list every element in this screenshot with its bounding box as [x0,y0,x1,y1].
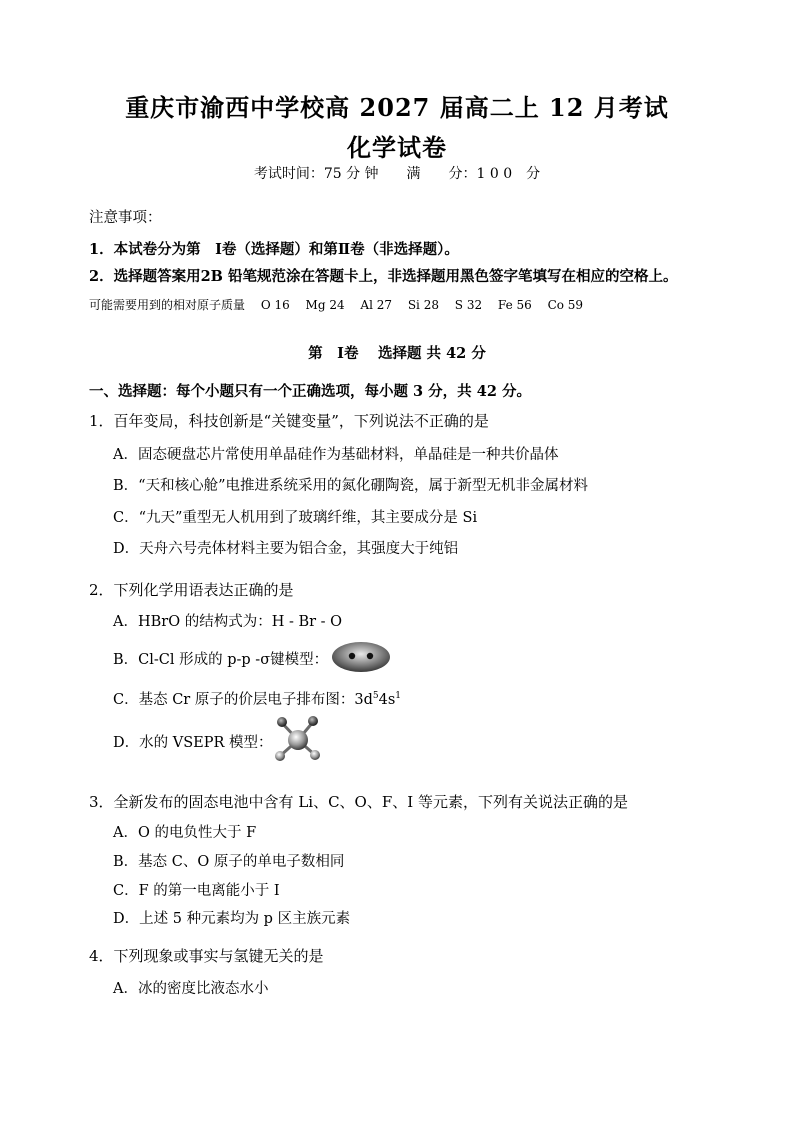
exam-info: 考试时间：75 分 钟 满 分：1 0 0 分 [253,166,541,182]
question-3-stem: 3．全新发布的固态电池中含有 Li、C、O、F、I 等元素，下列有关说法正确的是 [89,793,628,811]
question-2-stem: 2．下列化学用语表达正确的是 [89,581,294,599]
question-4-stem: 4．下列现象或事实与氢键无关的是 [89,947,324,965]
sigma-bond-model-image [330,640,392,674]
question-2-option-c-text: C．基态 Cr 原子的价层电子排布图： [113,692,355,708]
section-instruction: 一、选择题：每个小题只有一个正确选项，每小题 3 分，共 42 分。 [89,383,531,400]
question-4-option-a: A．冰的密度比液态水小 [113,981,269,997]
question-3-option-b: B．基态 C、O 原子的单电子数相同 [113,854,345,870]
question-1-option-b: B．“天和核心舱”电推进系统采用的氮化硼陶瓷，属于新型无机非金属材料 [113,478,588,494]
exam-subtitle: 化学试卷 [347,133,447,162]
question-3-option-d: D．上述 5 种元素均为 p 区主族元素 [113,911,351,927]
water-vsepr-model-image [268,713,328,763]
note-item-1: 1．本试卷分为第 Ⅰ卷（选择题）和第Ⅱ卷（非选择题）。 [89,241,459,258]
exam-title: 重庆市渝西中学校高 2027 届高二上 12 月考试 [125,93,669,122]
electron-config: $3d^54s^1$ [354,691,401,708]
note-item-2: 2．选择题答案用2B 铅笔规范涂在答题卡上，非选择题用黑色签字笔填写在相应的空格上。 [89,268,678,285]
question-1-stem: 1．百年变局，科技创新是“关键变量”，下列说法不正确的是 [89,412,489,430]
notes-heading: 注意事项： [89,210,162,226]
question-2-option-c [113,688,401,709]
question-2-option-d: D．水的 VSEPR 模型： [113,735,273,751]
question-3-option-c: C．F 的第一电离能小于 I [113,883,280,899]
atomic-masses: 可能需要用到的相对原子质量 O 16 Mg 24 Al 27 Si 28 S 32 Fe 56 Co 59 [89,298,584,312]
question-3-option-a: A．O 的电负性大于 F [113,825,257,841]
question-1-option-c: C．“九天”重型无人机用到了玻璃纤维，其主要成分是 Si [113,510,478,526]
section-title: 第 Ⅰ卷 选择题 共 42 分 [308,345,486,362]
question-2-option-a: A．HBrO 的结构式为：H - Br - O [113,614,343,630]
question-1-option-d: D．天舟六号壳体材料主要为铝合金，其强度大于纯铝 [113,541,459,557]
question-1-option-a: A．固态硬盘芯片常使用单晶硅作为基础材料，单晶硅是一种共价晶体 [113,447,559,463]
question-2-option-b: B．Cl-Cl 形成的 p-p -σ键模型： [113,652,329,668]
